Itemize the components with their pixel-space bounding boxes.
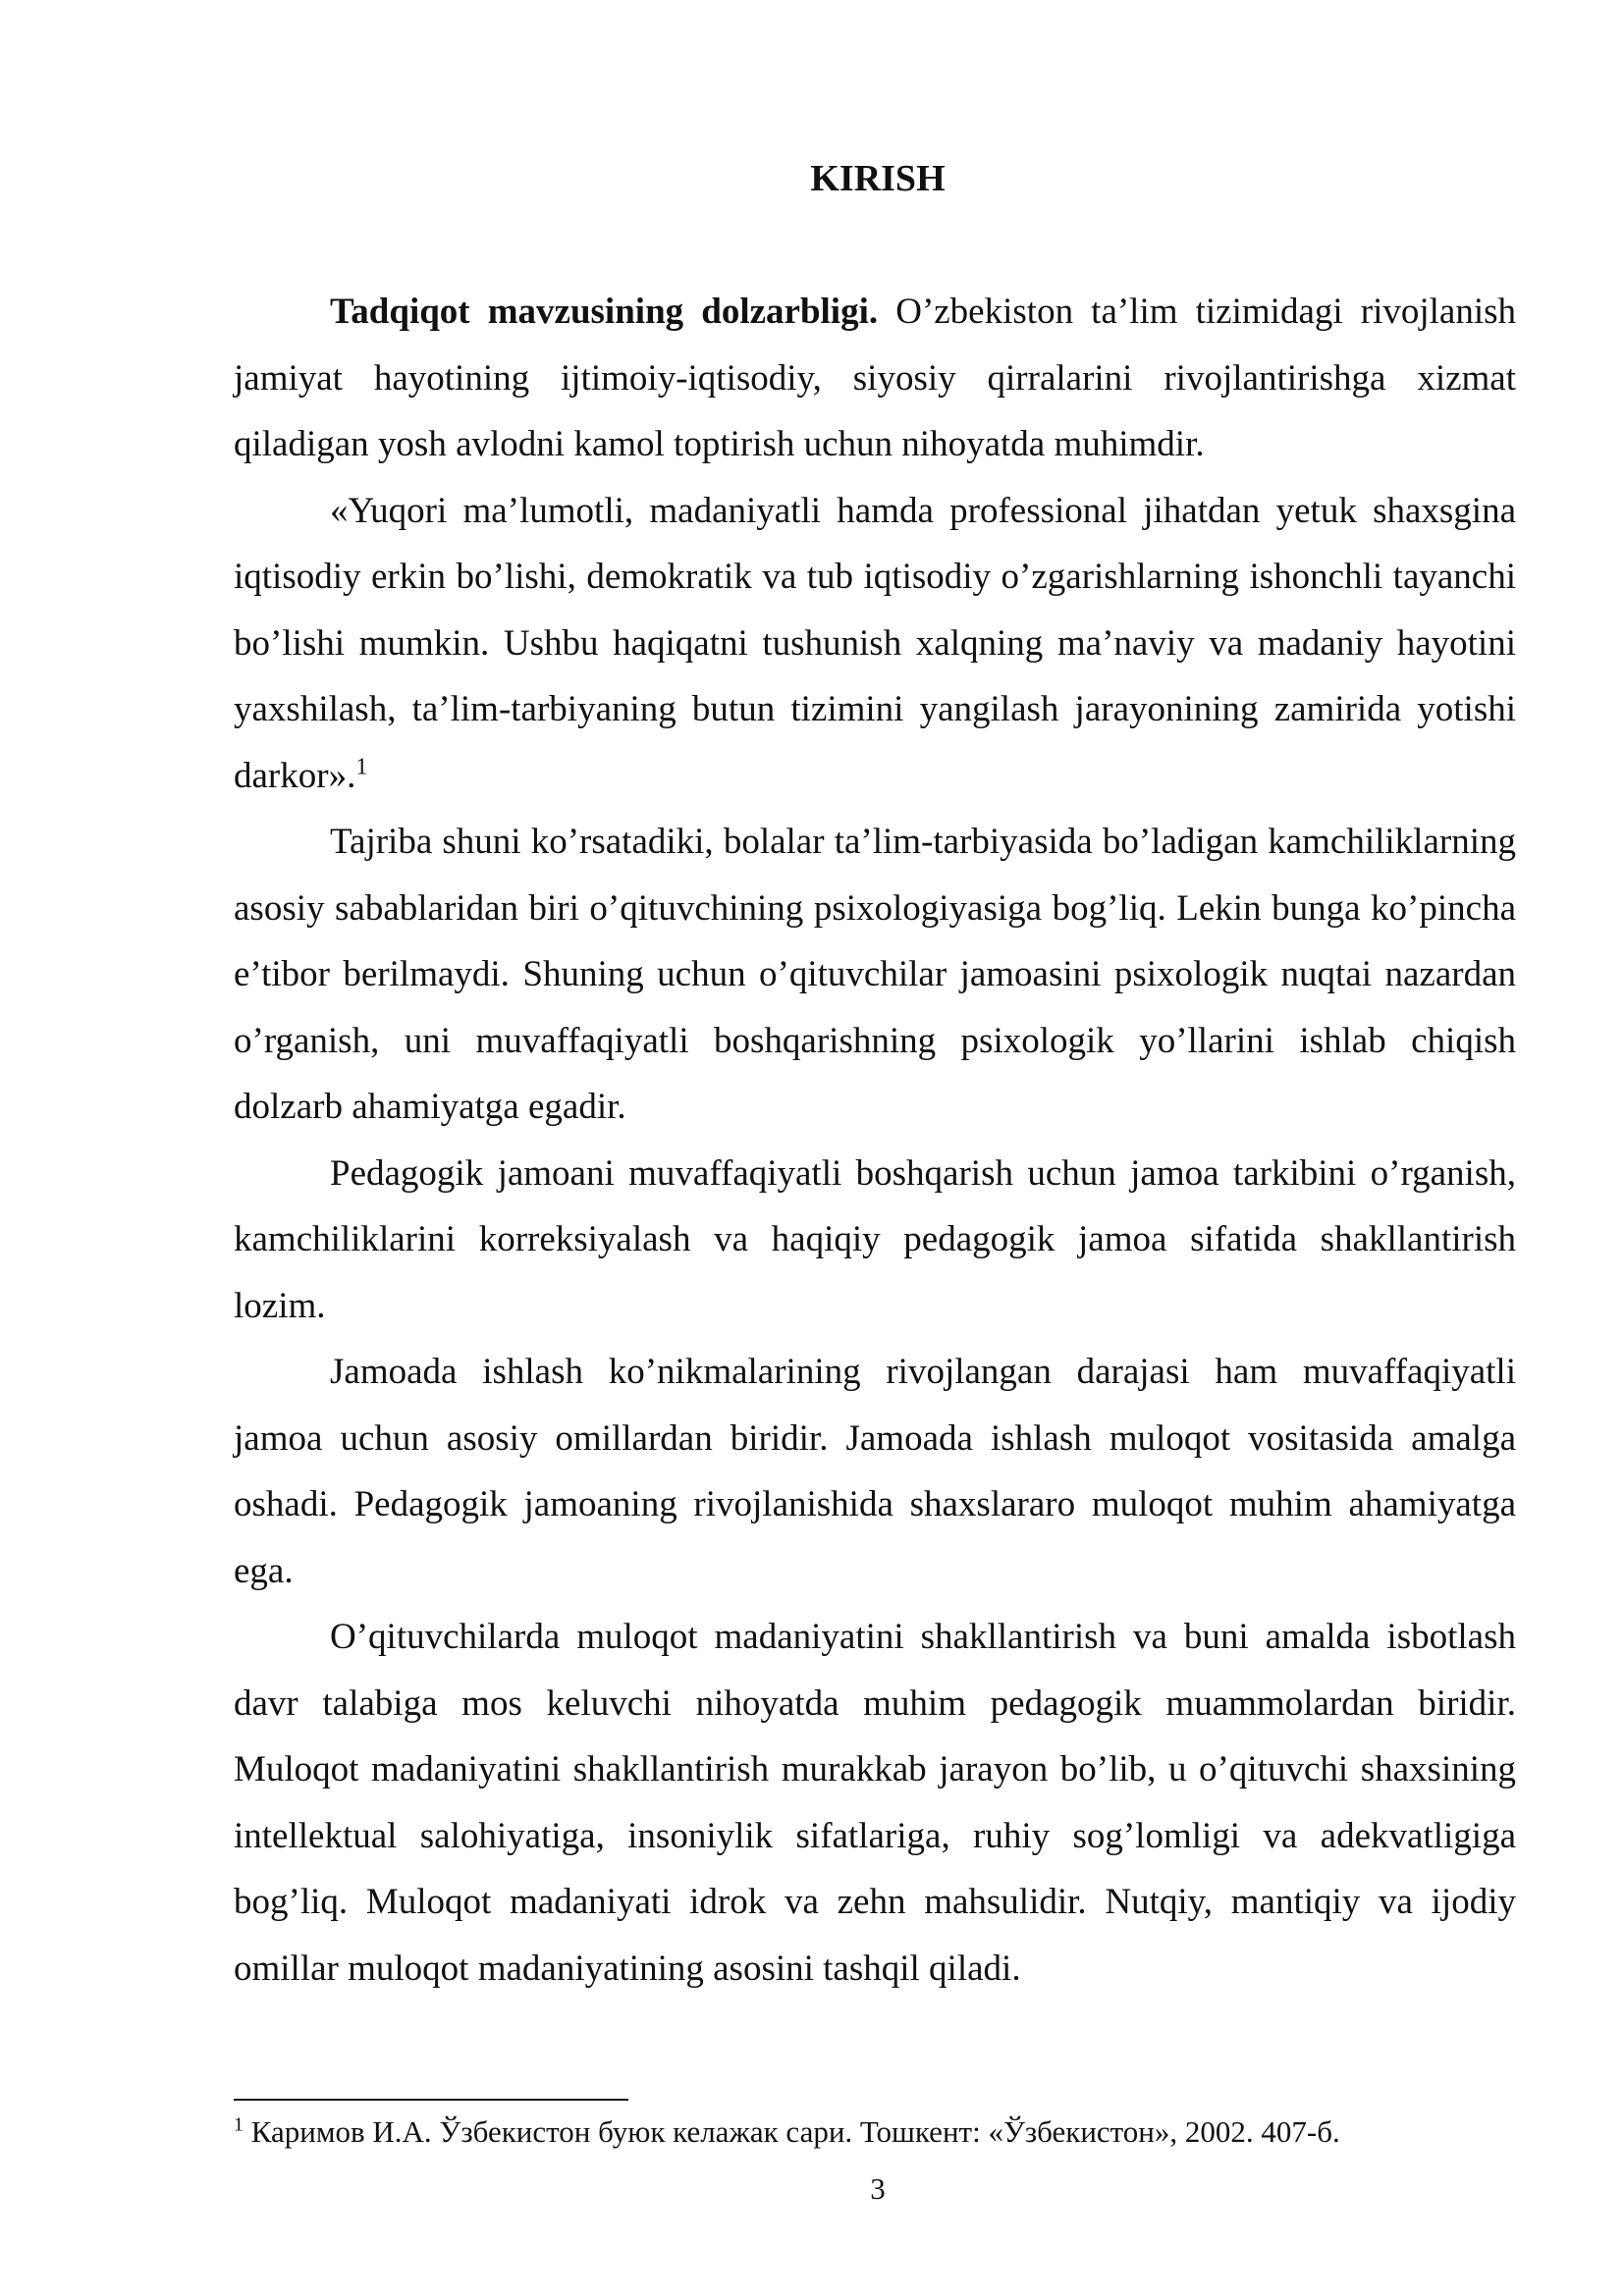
footnote-reference[interactable]: 1 xyxy=(355,754,368,780)
footnote-text: Каримов И.А. Ўзбекистон буюк келажак сари. Тошкент: «Ўзбекистон», 2002. 407-б. xyxy=(244,2114,1340,2149)
paragraph-text: O’qituvchilarda muloqot madaniyatini shakllantirish va buni amalda isbotlash davr talabiga mos keluvchi nihoyatda muhim pedagogik muammolardan biridir. Muloqot madaniyatini shakllantirish murakkab jarayon bo’lib, u o’qituvchi shaxsining intellektual salohiyatiga, insoniylik sifatlariga, ruhiy sog’lomligi va adekvatligiga bog’liq. Muloqot madaniyati idrok va zehn mahsulidir. Nutqiy, mantiqiy va ijodiy omillar muloqot madaniyatining asosini tashqil qiladi. xyxy=(234,1617,1516,1989)
page-number: 3 xyxy=(870,2171,886,2206)
paragraph-lead: Tadqiqot mavzusining dolzarbligi. xyxy=(330,292,879,332)
paragraph-text: «Yuqori ma’lumotli, madaniyatli hamda professional jihatdan yetuk shaxsgina iqtisodiy erkin bo’lishi, demokratik va tub iqtisodiy o’zgarishlarning ishonchli tayanchi bo’lishi mumkin. Ushbu haqiqatni tushunish xalqning ma’naviy va madaniy hayotini yaxshilash, ta’lim-tarbiyaning butun tizimini yangilash jarayonining zamirida yotishi darkor». xyxy=(234,490,1516,796)
paragraph-text: Jamoada ishlash ko’nikmalarining rivojlangan darajasi ham muvaffaqiyatli jamoa uchun asosiy omillardan biridir. Jamoada ishlash muloqot vositasida amalga oshadi. Pedagogik jamoaning rivojlanishida shaxslararo muloqot muhim ahamiyatga ega. xyxy=(234,1352,1516,1591)
body-text xyxy=(234,279,1516,2002)
footnote-number: 1 xyxy=(234,2113,244,2136)
paragraph-relevance xyxy=(234,279,1516,478)
paragraph-teamwork xyxy=(234,1339,1516,1604)
page-heading: KIRISH xyxy=(810,158,946,199)
paragraph-communication xyxy=(234,1604,1516,2002)
footnote xyxy=(234,2110,1516,2154)
paragraph-management xyxy=(234,1141,1516,1340)
paragraph-quote xyxy=(234,478,1516,810)
paragraph-text: Pedagogik jamoani muvaffaqiyatli boshqarish uchun jamoa tarkibini o’rganish, kamchiliklarini korreksiyalash va haqiqiy pedagogik jamoa sifatida shakllantirish lozim. xyxy=(234,1152,1516,1326)
paragraph-experience xyxy=(234,809,1516,1141)
paragraph-text: Tajriba shuni ko’rsatadiki, bolalar ta’lim-tarbiyasida bo’ladigan kamchiliklarning asosiy sabablaridan biri o’qituvchining psixologiyasiga bog’liq. Lekin bunga ko’pincha e’tibor berilmaydi. Shuning uchun o’qituvchilar jamoasini psixologik nuqtai nazardan o’rganish, uni muvaffaqiyatli boshqarishning psixologik yo’llarini ishlab chiqish dolzarb ahamiyatga egadir. xyxy=(234,822,1516,1127)
paragraph-text: O’zbekiston ta’lim tizimidagi rivojlanish jamiyat hayotining ijtimoiy-iqtisodiy, siyosiy qirralarini rivojlantirishga xizmat qiladigan yosh avlodni kamol toptirish uchun nihoyatda muhimdir. xyxy=(234,292,1517,464)
footnote-divider xyxy=(234,2099,628,2101)
